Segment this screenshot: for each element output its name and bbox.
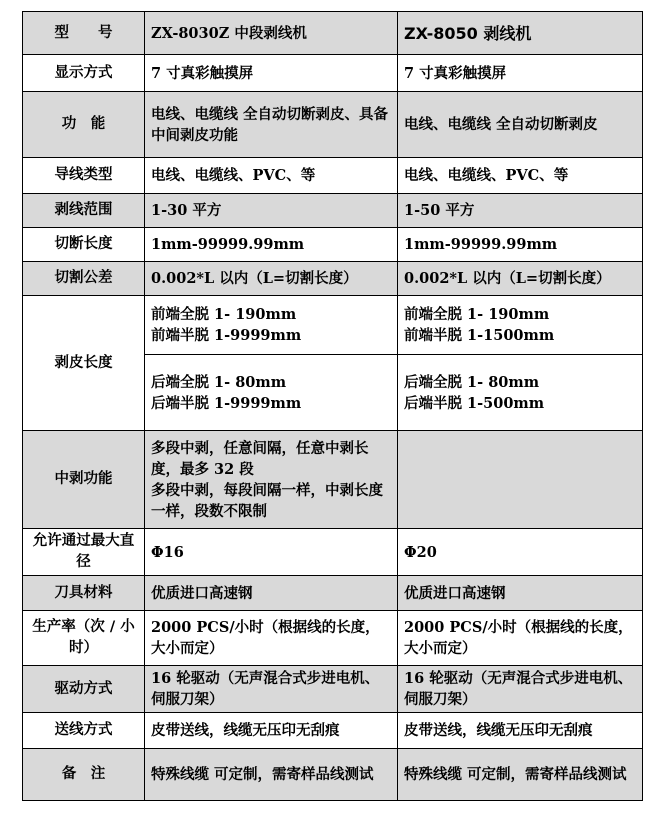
- row-note: [23, 749, 643, 801]
- label-productivity: 生产率（次 / 小时）: [23, 611, 145, 666]
- display-a: 7 寸真彩触摸屏: [145, 55, 398, 92]
- cut-length-a: 1mm-99999.99mm: [145, 228, 398, 262]
- label-cut-tolerance: 切割公差: [23, 262, 145, 296]
- b-rear-half: 后端半脱 1-500mm: [404, 394, 545, 412]
- mid-strip-a-line1: 多段中剥，任意间隔，任意中剥长度，最多 32 段: [151, 439, 369, 478]
- drive-b: 16 轮驱动（无声混合式步进电机、伺服刀架）: [398, 666, 643, 713]
- row-function: [23, 92, 643, 158]
- strip-range-b: 1-50 平方: [398, 194, 643, 228]
- strip-length-a-front: [145, 296, 398, 355]
- label-max-diameter: 允许通过最大直径: [23, 529, 145, 576]
- display-b: 7 寸真彩触摸屏: [398, 55, 643, 92]
- row-model: [23, 12, 643, 55]
- productivity-b: 2000 PCS/小时（根据线的长度，大小而定）: [398, 611, 643, 666]
- row-blade: [23, 576, 643, 611]
- feed-b: 皮带送线，线缆无压印无刮痕: [398, 713, 643, 749]
- a-rear-full: 后端全脱 1- 80mm: [151, 373, 287, 391]
- b-front-full: 前端全脱 1- 190mm: [404, 306, 550, 323]
- row-drive: [23, 666, 643, 713]
- spec-comparison-table: [22, 11, 643, 801]
- row-strip-length-front: [23, 296, 643, 355]
- mid-strip-a: [145, 431, 398, 529]
- row-display: [23, 55, 643, 92]
- row-cut-length: [23, 228, 643, 262]
- label-display: 显示方式: [23, 55, 145, 92]
- label-note: 备 注: [23, 749, 145, 801]
- label-mid-strip: 中剥功能: [23, 431, 145, 529]
- drive-a: 16 轮驱动（无声混合式步进电机、伺服刀架）: [145, 666, 398, 713]
- blade-a: 优质进口高速钢: [145, 576, 398, 611]
- max-diameter-b: Φ20: [398, 529, 643, 576]
- label-drive: 驱动方式: [23, 666, 145, 713]
- label-blade: 刀具材料: [23, 576, 145, 611]
- strip-range-a: 1-30 平方: [145, 194, 398, 228]
- row-strip-range: [23, 194, 643, 228]
- cut-length-b: 1mm-99999.99mm: [398, 228, 643, 262]
- model-a: ZX-8030Z 中段剥线机: [145, 12, 398, 55]
- row-cut-tolerance: [23, 262, 643, 296]
- function-a: 电线、电缆线 全自动切断剥皮、具备中间剥皮功能: [145, 92, 398, 158]
- a-rear-half: 后端半脱 1-9999mm: [151, 394, 302, 412]
- model-b: ZX-8050 剥线机: [398, 12, 643, 55]
- cut-tolerance-b: 0.002*L 以内（L=切割长度）: [398, 262, 643, 296]
- label-feed: 送线方式: [23, 713, 145, 749]
- label-cut-length: 切断长度: [23, 228, 145, 262]
- feed-a: 皮带送线，线缆无压印无刮痕: [145, 713, 398, 749]
- a-front-half: 前端半脱 1-9999mm: [151, 327, 302, 344]
- mid-strip-a-line2: 多段中剥，每段间隔一样，中剥长度一样，段数不限制: [151, 481, 383, 520]
- b-rear-full: 后端全脱 1- 80mm: [404, 373, 540, 391]
- strip-length-b-front: [398, 296, 643, 355]
- mid-strip-b: [398, 431, 643, 529]
- row-wire-type: [23, 158, 643, 194]
- row-max-diameter: [23, 529, 643, 576]
- strip-length-b-rear: [398, 355, 643, 431]
- label-strip-range: 剥线范围: [23, 194, 145, 228]
- max-diameter-a: Φ16: [145, 529, 398, 576]
- wire-type-b: 电线、电缆线、PVC、等: [398, 158, 643, 194]
- row-productivity: [23, 611, 643, 666]
- row-mid-strip: [23, 431, 643, 529]
- label-wire-type: 导线类型: [23, 158, 145, 194]
- blade-b: 优质进口高速钢: [398, 576, 643, 611]
- cut-tolerance-a: 0.002*L 以内（L=切割长度）: [145, 262, 398, 296]
- note-b: 特殊线缆 可定制，需寄样品线测试: [398, 749, 643, 801]
- label-strip-length: 剥皮长度: [23, 296, 145, 431]
- a-front-full: 前端全脱 1- 190mm: [151, 306, 297, 323]
- label-function: 功 能: [23, 92, 145, 158]
- function-b: 电线、电缆线 全自动切断剥皮: [398, 92, 643, 158]
- strip-length-a-rear: [145, 355, 398, 431]
- label-model: 型 号: [23, 12, 145, 55]
- note-a: 特殊线缆 可定制，需寄样品线测试: [145, 749, 398, 801]
- wire-type-a: 电线、电缆线、PVC、等: [145, 158, 398, 194]
- row-feed: [23, 713, 643, 749]
- b-front-half: 前端半脱 1-1500mm: [404, 327, 555, 344]
- productivity-a: 2000 PCS/小时（根据线的长度，大小而定）: [145, 611, 398, 666]
